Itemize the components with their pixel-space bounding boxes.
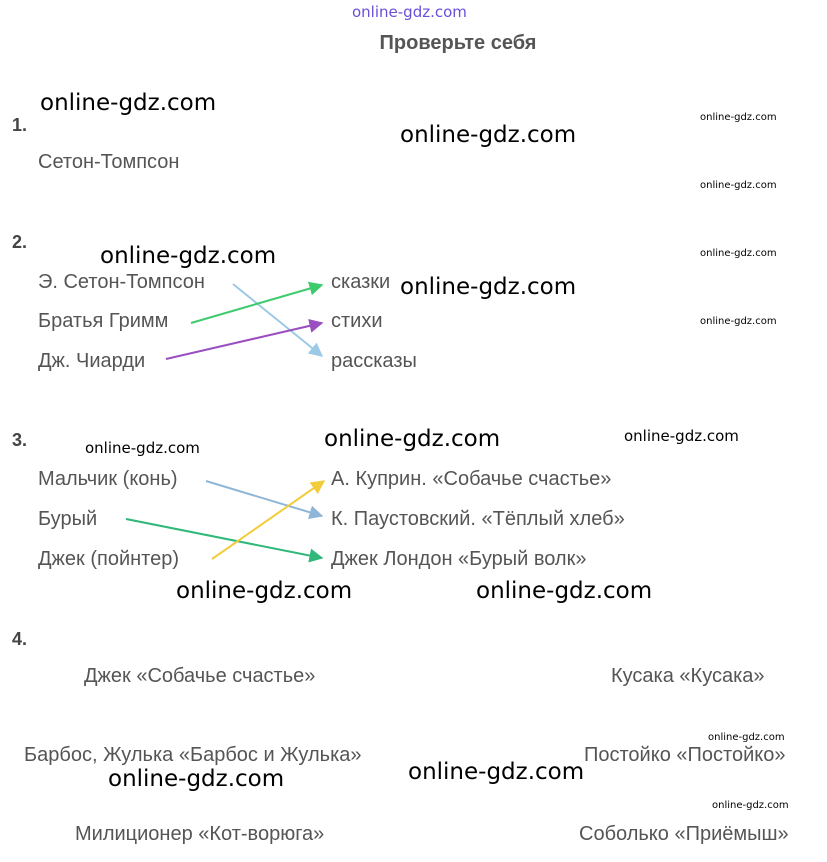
task-3-arrow-1 [206,481,322,516]
task-4-right-item: Постойко «Постойко» [584,744,786,766]
task-3-right-item: А. Куприн. «Собачье счастье» [331,468,612,490]
watermark: online-gdz.com [40,90,217,116]
watermark: online-gdz.com [700,180,777,191]
watermark: online-gdz.com [476,578,653,604]
task-2-left-item: Э. Сетон-Томпсон [38,271,205,293]
task-3-left-item: Джек (пойнтер) [38,548,180,570]
task-3-number: 3. [12,430,28,450]
task-4-left-item: Барбос, Жулька «Барбос и Жулька» [24,744,362,766]
site-watermark-top: online-gdz.com [352,3,467,21]
task-2-left-item: Дж. Чиарди [38,350,146,372]
watermark: online-gdz.com [708,732,785,743]
task-3-right-item: К. Паустовский. «Тёплый хлеб» [331,508,625,530]
task-2-arrow-3 [166,323,322,359]
task-2-right-item: сказки [331,271,391,293]
task-3-left-item: Бурый [38,508,98,530]
watermark: online-gdz.com [108,766,285,792]
task-2-arrow-2 [191,285,322,323]
task-3-left-item: Мальчик (конь) [38,468,178,490]
watermark: online-gdz.com [408,759,585,785]
task-1-answer: Сетон-Томпсон [38,151,180,173]
task-2-right-item: стихи [331,310,383,332]
page-title: Проверьте себя [379,32,537,54]
task-4-left-item: Милиционер «Кот-ворюга» [75,823,325,845]
watermark: online-gdz.com [700,316,777,327]
task-4-left-item: Джек «Собачье счастье» [84,665,316,687]
watermark: online-gdz.com [85,439,200,457]
watermark: online-gdz.com [700,248,777,259]
task-2-right-item: рассказы [331,350,417,372]
task-1-number: 1. [12,115,28,135]
watermark: online-gdz.com [624,427,739,445]
task-4-right-item: Соболько «Приёмыш» [579,823,789,845]
task-2-number: 2. [12,232,28,252]
watermark: online-gdz.com [700,112,777,123]
watermark: online-gdz.com [712,800,789,811]
watermark: online-gdz.com [100,243,277,269]
watermark: online-gdz.com [176,578,353,604]
watermark: online-gdz.com [324,426,501,452]
task-3-arrow-2 [126,519,322,558]
watermark: online-gdz.com [400,122,577,148]
task-3-right-item: Джек Лондон «Бурый волк» [331,548,587,570]
task-4-number: 4. [12,629,28,649]
task-2-arrow-1 [233,284,322,356]
task-2-left-item: Братья Гримм [38,310,169,332]
task-4-right-item: Кусака «Кусака» [611,665,765,687]
watermark: online-gdz.com [400,274,577,300]
